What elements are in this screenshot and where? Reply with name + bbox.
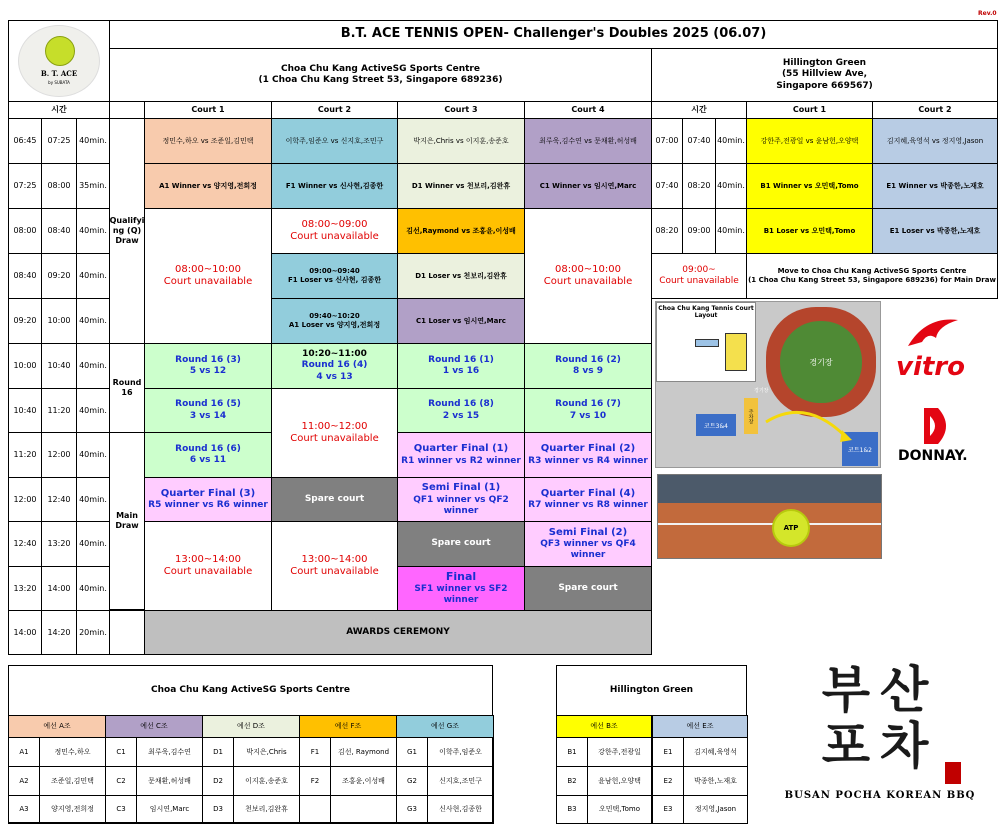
time-end: 07:25 xyxy=(41,118,77,164)
group-seed: F2 xyxy=(299,766,331,796)
match-c3-r2: D1 Winner vs 천보리,김완휴 xyxy=(397,163,525,209)
bt-ace-logo xyxy=(18,25,100,97)
group-team: 이학주,임준오 xyxy=(427,737,494,767)
semi-final-1-teams: QF1 winner vs QF2 winner xyxy=(413,494,509,516)
group-seed: G3 xyxy=(396,795,428,824)
hg-time-duration: 40min. xyxy=(715,163,747,209)
round16-3-title: Round 16 (3) xyxy=(175,354,241,365)
hg-unavailable-text: Court unavailable xyxy=(659,276,739,286)
round16-4 xyxy=(271,343,398,389)
venue-hg-name: Hillington Green xyxy=(782,58,867,69)
time-end: 08:00 xyxy=(41,163,77,209)
vitro-logo xyxy=(896,312,982,382)
hg-group-team: 오민택,Tomo xyxy=(587,795,652,824)
time-header: 시간 xyxy=(8,101,110,119)
group-header: 예선 C조 xyxy=(105,715,203,738)
time-duration: 40min. xyxy=(76,208,110,254)
match-c3-r5: C1 Loser vs 임시연,Marc xyxy=(397,298,525,344)
time-duration: 35min. xyxy=(76,163,110,209)
hg-group-header: 예선 B조 xyxy=(556,715,652,738)
group-seed: A3 xyxy=(8,795,40,824)
match-c2-r1: 이학주,임준오 vs 신지호,조민구 xyxy=(271,118,398,164)
court-12-label: 코트1&2 xyxy=(842,432,878,466)
stands xyxy=(658,475,882,503)
hg-group-team: 정지영,Jason xyxy=(683,795,748,824)
c2-unavailable-block-1 xyxy=(271,208,398,254)
group-seed: A1 xyxy=(8,737,40,767)
vitro-mark-icon xyxy=(896,312,982,352)
round16-5-teams: 3 vs 14 xyxy=(189,410,227,421)
venue-hg-address-2: Singapore 669567) xyxy=(776,80,873,91)
round16-7 xyxy=(524,388,652,433)
hg-group-team: 김지혜,육영석 xyxy=(683,737,748,767)
c2-unavailable-block-3 xyxy=(271,521,398,611)
semi-final-1 xyxy=(397,477,525,522)
round16-5 xyxy=(144,388,272,433)
logo-subtext: by SUBATA xyxy=(48,80,70,85)
quarter-final-3-teams: R5 winner vs R6 winner xyxy=(148,500,268,511)
quarter-final-4 xyxy=(524,477,652,522)
hg-time-start: 08:20 xyxy=(651,208,683,254)
group-header: 예선 F조 xyxy=(299,715,397,738)
hg-move-notice xyxy=(746,253,998,299)
time-end: 14:00 xyxy=(41,566,77,611)
venue-cck-address: (1 Choa Chu Kang Street 53, Singapore 689236) xyxy=(258,75,503,85)
round16-3-teams: 5 vs 12 xyxy=(189,366,227,376)
hg-court2-header: Court 2 xyxy=(872,101,998,119)
time-end: 12:00 xyxy=(41,432,77,478)
round16-2-teams: 8 vs 9 xyxy=(572,366,603,376)
court1-header: Court 1 xyxy=(144,101,272,119)
tennis-ball-icon-large: ATP xyxy=(772,509,810,547)
hg-court1-header: Court 1 xyxy=(746,101,873,119)
groups-hg-title: Hillington Green xyxy=(556,665,747,716)
c2-unavailable-time-2: 11:00~12:00 xyxy=(301,420,368,432)
venue-hg-header xyxy=(651,48,998,102)
final-title: Final xyxy=(445,570,477,584)
group-team: 신사현,김종한 xyxy=(427,795,494,824)
hg-group-seed: E3 xyxy=(652,795,684,824)
c2-unavailable-text-2: Court unavailable xyxy=(290,433,379,444)
stage-qualifying: Qualifyi ng (Q) Draw xyxy=(109,118,145,344)
time-start: 07:25 xyxy=(8,163,42,209)
match-c4-r1: 최루욱,김수연 vs 문채환,허성배 xyxy=(524,118,652,164)
time-duration: 40min. xyxy=(76,521,110,567)
round16-6-teams: 6 vs 11 xyxy=(189,455,227,465)
time-end: 13:20 xyxy=(41,521,77,567)
time-duration: 20min. xyxy=(76,610,110,655)
venue-cck-header xyxy=(109,48,652,102)
hg-group-seed: B2 xyxy=(556,766,588,796)
hg-move-line-1: Move to Choa Chu Kang ActiveSG Sports Centre xyxy=(777,267,967,276)
group-team: 이지훈,송준호 xyxy=(233,766,300,796)
c1-unavailable-time: 08:00~10:00 xyxy=(174,263,241,275)
time-start: 08:40 xyxy=(8,253,42,299)
group-seed: C3 xyxy=(105,795,137,824)
spare-court-c3: Spare court xyxy=(397,521,525,567)
match-c2-r4-teams: F1 Loser vs 신사현, 김종한 xyxy=(288,276,381,284)
hg-match-c1-r3: B1 Loser vs 오민택,Tomo xyxy=(746,208,873,254)
stage-main: Main Draw xyxy=(109,432,145,610)
hg-time-end: 08:20 xyxy=(682,163,716,209)
quarter-final-2-title: Quarter Final (2) xyxy=(540,443,636,455)
round16-1 xyxy=(397,343,525,389)
time-end: 12:40 xyxy=(41,477,77,522)
match-c3-r1: 박지은,Chris vs 이지훈,송준호 xyxy=(397,118,525,164)
time-duration: 40min. xyxy=(76,477,110,522)
match-c1-r2: A1 Winner vs 양지영,전희정 xyxy=(144,163,272,209)
round16-6 xyxy=(144,432,272,478)
page-title: B.T. ACE TENNIS OPEN- Challenger's Doubles 2025 (06.07) xyxy=(109,20,998,49)
busan-english-text: BUSAN POCHA KOREAN BBQ xyxy=(784,790,976,801)
hg-group-header: 예선 E조 xyxy=(652,715,748,738)
hg-group-seed: B3 xyxy=(556,795,588,824)
stage-round16: Round 16 xyxy=(109,343,145,433)
hg-match-c1-r2: B1 Winner vs 오민택,Tomo xyxy=(746,163,873,209)
route-arrow xyxy=(656,302,881,468)
quarter-final-1-teams: R1 winner vs R2 winner xyxy=(401,455,521,466)
round16-7-title: Round 16 (7) xyxy=(555,399,621,410)
group-seed: A2 xyxy=(8,766,40,796)
time-start: 10:40 xyxy=(8,388,42,433)
revision-label: Rev.0 xyxy=(978,10,997,17)
round16-8 xyxy=(397,388,525,433)
match-c2-r2: F1 Winner vs 신사현,김종한 xyxy=(271,163,398,209)
time-start: 14:00 xyxy=(8,610,42,655)
venue-cck-name: Choa Chu Kang ActiveSG Sports Centre xyxy=(281,63,480,74)
spare-court-c4: Spare court xyxy=(524,566,652,611)
group-team: 박지은,Chris xyxy=(233,737,300,767)
c4-unavailable-block xyxy=(524,208,652,344)
c1-unavailable-block xyxy=(144,208,272,344)
group-seed: C1 xyxy=(105,737,137,767)
group-seed: D1 xyxy=(202,737,234,767)
time-duration: 40min. xyxy=(76,566,110,611)
group-header: 예선 A조 xyxy=(8,715,106,738)
group-team: 조홍윤,이성배 xyxy=(330,766,397,796)
group-team: 김선, Raymond xyxy=(330,737,397,767)
round16-8-teams: 2 vs 15 xyxy=(442,410,480,421)
quarter-final-2 xyxy=(524,432,652,478)
quarter-final-3 xyxy=(144,477,272,522)
hg-group-seed: B1 xyxy=(556,737,588,767)
map-title-2: Layout xyxy=(694,312,718,319)
group-team: 최루욱,김수연 xyxy=(136,737,203,767)
hg-time-end: 07:40 xyxy=(682,118,716,164)
time-duration: 40min. xyxy=(76,118,110,164)
match-c1-r1: 정민수,하오 vs 조준일,김민택 xyxy=(144,118,272,164)
quarter-final-4-title: Quarter Final (4) xyxy=(540,487,636,499)
groups-cck-title: Choa Chu Kang ActiveSG Sports Centre xyxy=(8,665,493,716)
time-duration: 40min. xyxy=(76,253,110,299)
hg-unavailable-time: 09:00~ xyxy=(682,264,716,275)
time-start: 08:00 xyxy=(8,208,42,254)
c4-unavailable-time: 08:00~10:00 xyxy=(554,263,621,275)
group-team: 문채환,허성배 xyxy=(136,766,203,796)
group-seed: G1 xyxy=(396,737,428,767)
group-header: 예선 G조 xyxy=(396,715,494,738)
tennis-ball-icon xyxy=(45,36,75,66)
hg-match-c2-r2: E1 Winner vs 박종한,노재호 xyxy=(872,163,998,209)
round16-4-title: Round 16 (4) xyxy=(301,360,368,371)
court-34-label: 코트3&4 xyxy=(696,414,736,436)
time-end: 09:20 xyxy=(41,253,77,299)
venue-hg-address-1: (55 Hillview Ave, xyxy=(781,69,868,80)
round16-8-title: Round 16 (8) xyxy=(428,399,494,410)
c2-unavailable-block-2 xyxy=(271,388,398,478)
group-team: 임시연,Marc xyxy=(136,795,203,824)
hg-time-start: 07:00 xyxy=(651,118,683,164)
c1-unavailable-text: Court unavailable xyxy=(163,276,253,287)
busan-pocha-logo xyxy=(765,662,995,822)
group-seed: D2 xyxy=(202,766,234,796)
donnay-text: DONNAY. xyxy=(898,448,968,464)
hg-unavailable xyxy=(651,253,747,299)
group-team: 조준일,김민택 xyxy=(39,766,106,796)
tennis-court-photo xyxy=(657,474,882,559)
hg-time-header: 시간 xyxy=(651,101,747,119)
time-start: 10:00 xyxy=(8,343,42,389)
round16-6-title: Round 16 (6) xyxy=(175,443,241,454)
match-c3-r4: D1 Loser vs 천보리,김완휴 xyxy=(397,253,525,299)
group-team: 정민수,하오 xyxy=(39,737,106,767)
group-seed: F1 xyxy=(299,737,331,767)
group-team: 천보리,김완휴 xyxy=(233,795,300,824)
map-title-1: Choa Chu Kang Tennis Court xyxy=(658,305,754,312)
time-end: 10:00 xyxy=(41,298,77,344)
time-end: 14:20 xyxy=(41,610,77,655)
group-team: 신지호,조민구 xyxy=(427,766,494,796)
final-match xyxy=(397,566,525,611)
match-c2-r5 xyxy=(271,298,398,344)
quarter-final-1 xyxy=(397,432,525,478)
court3-header: Court 3 xyxy=(397,101,525,119)
quarter-final-2-teams: R3 winner vs R4 winner xyxy=(528,455,648,466)
donnay-mark-icon xyxy=(898,406,978,446)
round16-4-teams: 4 vs 13 xyxy=(316,371,353,382)
c1-unavailable-time-3: 13:00~14:00 xyxy=(174,553,241,565)
match-c2-r4 xyxy=(271,253,398,299)
stage-awards-blank xyxy=(109,610,145,655)
time-start: 13:20 xyxy=(8,566,42,611)
semi-final-2-title: Semi Final (2) xyxy=(548,526,628,538)
quarter-final-3-title: Quarter Final (3) xyxy=(160,487,256,499)
match-c4-r2: C1 Winner vs 임시연,Marc xyxy=(524,163,652,209)
c1-unavailable-block-3 xyxy=(144,521,272,611)
semi-final-2-teams: QF3 winner vs QF4 winner xyxy=(540,539,636,561)
hg-group-team: 박종한,노재호 xyxy=(683,766,748,796)
time-start: 12:00 xyxy=(8,477,42,522)
time-duration: 40min. xyxy=(76,298,110,344)
group-seed: G2 xyxy=(396,766,428,796)
round16-4-time: 10:20~11:00 xyxy=(302,349,367,360)
c2-unavailable-time-1: 08:00~09:00 xyxy=(301,218,368,230)
match-c2-r4-time: 09:00~09:40 xyxy=(309,267,360,276)
hg-group-seed: E1 xyxy=(652,737,684,767)
time-end: 10:40 xyxy=(41,343,77,389)
c2-unavailable-text-1: Court unavailable xyxy=(290,231,379,242)
semi-final-2 xyxy=(524,521,652,567)
group-seed xyxy=(299,795,331,824)
hg-group-team: 강한주,전광일 xyxy=(587,737,652,767)
round16-1-title: Round 16 (1) xyxy=(428,354,494,365)
parking-label: 주차장 xyxy=(744,398,758,434)
awards-ceremony: AWARDS CEREMONY xyxy=(144,610,652,655)
hg-time-start: 07:40 xyxy=(651,163,683,209)
match-c2-r5-time: 09:40~10:20 xyxy=(309,312,360,321)
c2-unavailable-text-3: Court unavailable xyxy=(290,566,379,577)
time-start: 06:45 xyxy=(8,118,42,164)
time-duration: 40min. xyxy=(76,388,110,433)
group-seed: C2 xyxy=(105,766,137,796)
logo-text: B. T. ACE xyxy=(40,69,78,78)
court4-header: Court 4 xyxy=(524,101,652,119)
time-start: 11:20 xyxy=(8,432,42,478)
group-team: 양지영,전희정 xyxy=(39,795,106,824)
entrance-label: 경기장 xyxy=(754,388,769,394)
court-line xyxy=(658,523,882,525)
c1-unavailable-text-3: Court unavailable xyxy=(163,566,253,577)
group-header: 예선 D조 xyxy=(202,715,300,738)
round16-2-title: Round 16 (2) xyxy=(555,354,621,365)
hg-time-end: 09:00 xyxy=(682,208,716,254)
group-seed: D3 xyxy=(202,795,234,824)
hg-time-duration: 40min. xyxy=(715,118,747,164)
busan-seal-icon xyxy=(945,762,961,784)
quarter-final-1-title: Quarter Final (1) xyxy=(413,443,509,455)
time-duration: 40min. xyxy=(76,343,110,389)
spare-court-c2: Spare court xyxy=(271,477,398,522)
stage-header-blank xyxy=(109,101,145,119)
stadium-label: 경기장 xyxy=(780,321,862,403)
vitro-text: vitro xyxy=(896,352,965,382)
round16-3 xyxy=(144,343,272,389)
match-c3-r3: 김선,Raymond vs 조홍윤,이성배 xyxy=(397,208,525,254)
donnay-logo xyxy=(898,406,978,476)
round16-5-title: Round 16 (5) xyxy=(175,399,241,410)
time-end: 11:20 xyxy=(41,388,77,433)
hg-time-duration: 40min. xyxy=(715,208,747,254)
logo-cell xyxy=(8,20,110,102)
round16-7-teams: 7 vs 10 xyxy=(569,410,607,421)
time-end: 08:40 xyxy=(41,208,77,254)
match-c2-r5-teams: A1 Loser vs 양지영,전희정 xyxy=(288,321,381,329)
quarter-final-4-teams: R7 winner vs R8 winner xyxy=(528,500,648,511)
c2-unavailable-time-3: 13:00~14:00 xyxy=(301,553,368,565)
busan-text-2: 포차 xyxy=(821,716,939,775)
final-teams: SF1 winner vs SF2 winner xyxy=(414,584,508,606)
court-layout-map xyxy=(655,301,881,468)
semi-final-1-title: Semi Final (1) xyxy=(421,482,501,493)
time-start: 09:20 xyxy=(8,298,42,344)
hg-move-line-2: (1 Choa Chu Kang Street 53, Singapore 689236) for Main Draw xyxy=(748,276,996,284)
round16-2 xyxy=(524,343,652,389)
hg-match-c2-r1: 김지혜,육영석 vs 정지영,Jason xyxy=(872,118,998,164)
hg-match-c2-r3: E1 Loser vs 박종한,노재호 xyxy=(872,208,998,254)
group-team xyxy=(330,795,397,824)
hg-group-team: 윤남헌,오양택 xyxy=(587,766,652,796)
c4-unavailable-text: Court unavailable xyxy=(543,276,633,287)
hg-group-seed: E2 xyxy=(652,766,684,796)
busan-text-1: 부산 xyxy=(821,660,939,719)
hg-match-c1-r1: 강한주,전광일 vs 윤남헌,오양택 xyxy=(746,118,873,164)
round16-1-teams: 1 vs 16 xyxy=(442,366,480,376)
time-start: 12:40 xyxy=(8,521,42,567)
time-duration: 40min. xyxy=(76,432,110,478)
court2-header: Court 2 xyxy=(271,101,398,119)
